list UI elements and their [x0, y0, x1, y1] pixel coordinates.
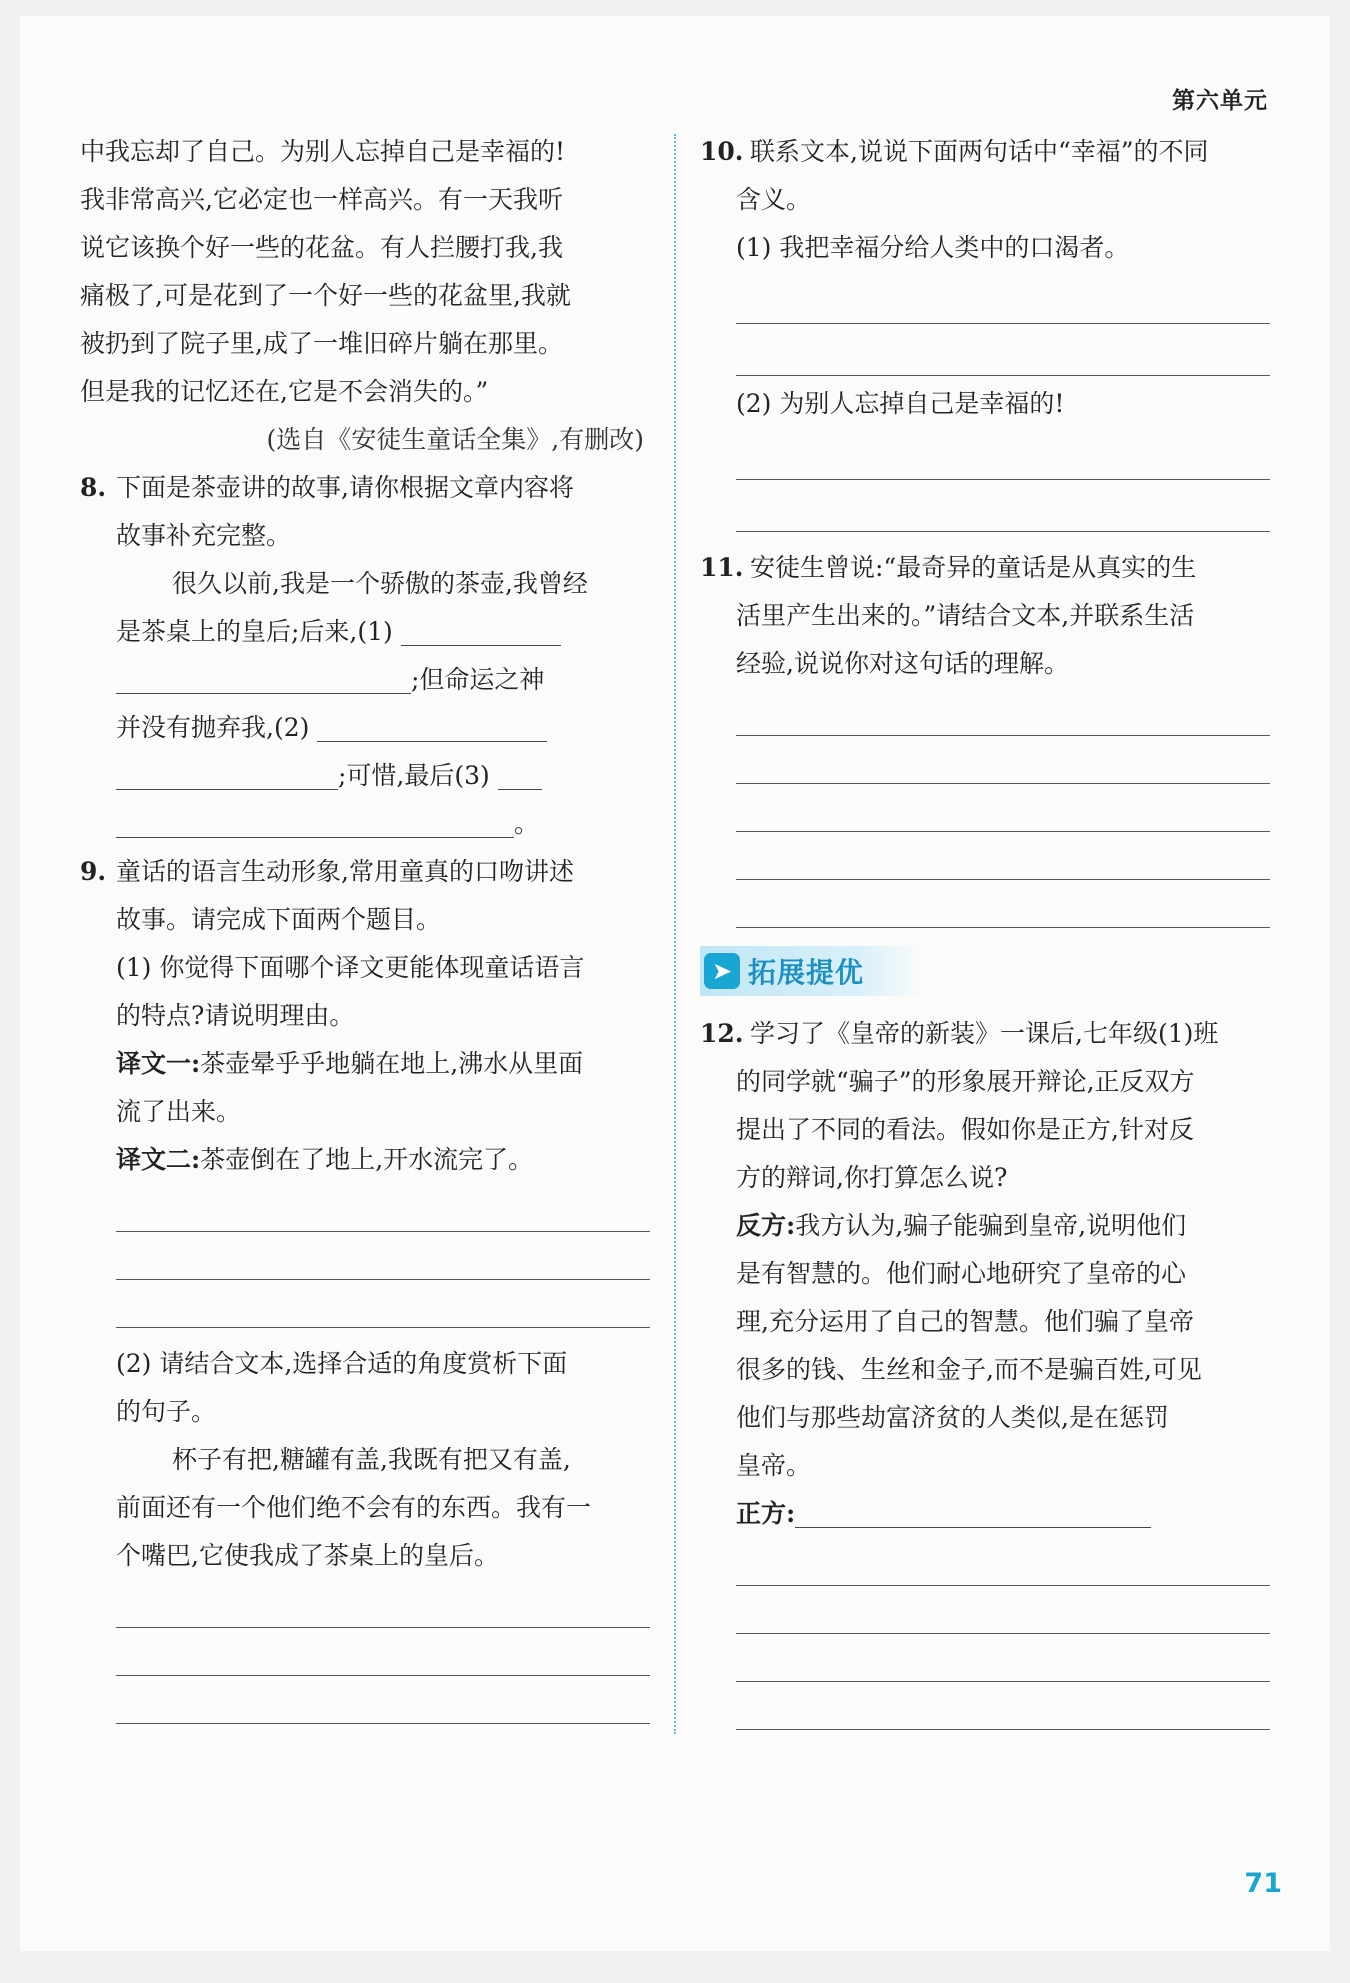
answer-line[interactable] [736, 880, 1270, 928]
subquestion-text: (2) 为别人忘掉自己是幸福的! [736, 389, 1065, 418]
con-side-label: 反方: [736, 1211, 796, 1240]
con-side-text: 是有智慧的。他们耐心地研究了皇帝的心 [736, 1259, 1187, 1288]
passage-line: 痛极了,可是花到了一个好一些的花盆里,我就 [80, 281, 571, 310]
question-text: 含义。 [736, 185, 812, 214]
question-9 [80, 848, 650, 1724]
subquestion-text: (1) 我把幸福分给人类中的口渴者。 [736, 233, 1130, 262]
con-side-text: 理,充分运用了自己的智慧。他们骗了皇帝 [736, 1307, 1194, 1336]
story-line: ;可惜,最后(3) [338, 761, 490, 790]
translation-text: 流了出来。 [116, 1097, 242, 1126]
column-divider [674, 134, 676, 1734]
answer-line[interactable] [736, 480, 1270, 532]
answer-line[interactable] [116, 1184, 650, 1232]
pro-side-label: 正方: [736, 1499, 796, 1528]
question-text: 安徒生曾说:“最奇异的童话是从真实的生 [750, 553, 1197, 582]
passage-line: 但是我的记忆还在,它是不会消失的。” [80, 377, 489, 406]
subquestion-text: 的特点?请说明理由。 [116, 1001, 355, 1030]
answer-line[interactable] [736, 272, 1270, 324]
question-number: 12. [700, 1019, 744, 1048]
answer-line[interactable] [736, 832, 1270, 880]
workbook-page [20, 16, 1330, 1951]
question-text: 故事补充完整。 [116, 521, 292, 550]
question-text: 下面是茶壶讲的故事,请你根据文章内容将 [116, 473, 574, 502]
question-number: 8. [80, 473, 107, 502]
question-number: 10. [700, 137, 744, 166]
quote-line: 杯子有把,糖罐有盖,我既有把又有盖, [172, 1445, 571, 1474]
translation-label: 译文二: [116, 1145, 201, 1174]
answer-line[interactable] [736, 428, 1270, 480]
blank-2-start[interactable] [317, 711, 547, 742]
passage-line: 被扔到了院子里,成了一堆旧碎片躺在那里。 [80, 329, 563, 358]
page-number: 71 [1244, 1868, 1282, 1899]
question-text: 学习了《皇帝的新装》一课后,七年级(1)班 [750, 1019, 1219, 1048]
answer-line[interactable] [116, 1280, 650, 1328]
translation-text: 茶壶倒在了地上,开水流完了。 [200, 1145, 534, 1174]
pro-side-blank[interactable] [795, 1497, 1151, 1528]
con-side-text: 我方认为,骗子能骗到皇帝,说明他们 [795, 1211, 1187, 1240]
passage-source: (选自《安徒生童话全集》,有删改) [266, 425, 644, 454]
quote-line: 个嘴巴,它使我成了茶桌上的皇后。 [116, 1541, 499, 1570]
con-side-text: 他们与那些劫富济贫的人类似,是在惩罚 [736, 1403, 1169, 1432]
answer-line[interactable] [736, 1682, 1270, 1730]
answer-line[interactable] [736, 736, 1270, 784]
left-column [80, 128, 650, 1724]
question-text: 的同学就“骗子”的形象展开辩论,正反双方 [736, 1067, 1195, 1096]
passage-line: 说它该换个好一些的花盆。有人拦腰打我,我 [80, 233, 563, 262]
answer-line[interactable] [116, 1232, 650, 1280]
question-number: 9. [80, 857, 107, 886]
answer-area[interactable] [80, 1184, 650, 1328]
story-line: 是茶桌上的皇后;后来,(1) [116, 617, 393, 646]
answer-line[interactable] [736, 1538, 1270, 1586]
answer-line[interactable] [736, 324, 1270, 376]
answer-area[interactable] [80, 1580, 650, 1724]
answer-line[interactable] [116, 1676, 650, 1724]
story-end: 。 [514, 809, 540, 838]
section-title: 拓展提优 [748, 956, 865, 989]
passage-line: 中我忘却了自己。为别人忘掉自己是幸福的! [80, 137, 566, 166]
question-12 [700, 1010, 1270, 1730]
con-side-text: 很多的钱、生丝和金子,而不是骗百姓,可见 [736, 1355, 1202, 1384]
question-text: 童话的语言生动形象,常用童真的口吻讲述 [116, 857, 574, 886]
translation-label: 译文一: [116, 1049, 201, 1078]
question-text: 提出了不同的看法。假如你是正方,针对反 [736, 1115, 1194, 1144]
answer-line[interactable] [116, 1580, 650, 1628]
translation-text: 茶壶晕乎乎地躺在地上,沸水从里面 [200, 1049, 584, 1078]
right-column [700, 128, 1270, 1730]
answer-line[interactable] [736, 1586, 1270, 1634]
answer-area[interactable] [700, 428, 1270, 532]
subquestion-text: (1) 你觉得下面哪个译文更能体现童话语言 [116, 953, 585, 982]
rocket-icon: ➤ [704, 953, 740, 989]
question-text: 方的辩词,你打算怎么说? [736, 1163, 1008, 1192]
passage-line: 我非常高兴,它必定也一样高兴。有一天我听 [80, 185, 563, 214]
blank-1-end[interactable] [116, 663, 411, 694]
blank-2-end[interactable] [116, 759, 338, 790]
blank-3-start[interactable] [498, 759, 542, 790]
passage [80, 128, 650, 464]
blank-3-end[interactable] [116, 807, 514, 838]
answer-line[interactable] [736, 1634, 1270, 1682]
question-10 [700, 128, 1270, 532]
quote-line: 前面还有一个他们绝不会有的东西。我有一 [116, 1493, 592, 1522]
con-side-text: 皇帝。 [736, 1451, 812, 1480]
question-text: 活里产生出来的。”请结合文本,并联系生活 [736, 601, 1195, 630]
story-line: ;但命运之神 [411, 665, 545, 694]
story-line: 很久以前,我是一个骄傲的茶壶,我曾经 [172, 569, 588, 598]
question-number: 11. [700, 553, 744, 582]
answer-line[interactable] [736, 688, 1270, 736]
blank-1-start[interactable] [401, 615, 561, 646]
story-line: 并没有抛弃我,(2) [116, 713, 310, 742]
answer-area[interactable] [700, 272, 1270, 376]
question-text: 经验,说说你对这句话的理解。 [736, 649, 1069, 678]
section-banner [700, 946, 1270, 996]
question-text: 联系文本,说说下面两句话中“幸福”的不同 [750, 137, 1209, 166]
answer-area[interactable] [700, 1538, 1270, 1730]
answer-line[interactable] [736, 784, 1270, 832]
question-11 [700, 544, 1270, 928]
running-head: 第六单元 [1172, 88, 1268, 114]
question-8 [80, 464, 650, 848]
question-text: 故事。请完成下面两个题目。 [116, 905, 442, 934]
answer-line[interactable] [116, 1628, 650, 1676]
answer-area[interactable] [700, 688, 1270, 928]
subquestion-text: 的句子。 [116, 1397, 217, 1426]
subquestion-text: (2) 请结合文本,选择合适的角度赏析下面 [116, 1349, 568, 1378]
